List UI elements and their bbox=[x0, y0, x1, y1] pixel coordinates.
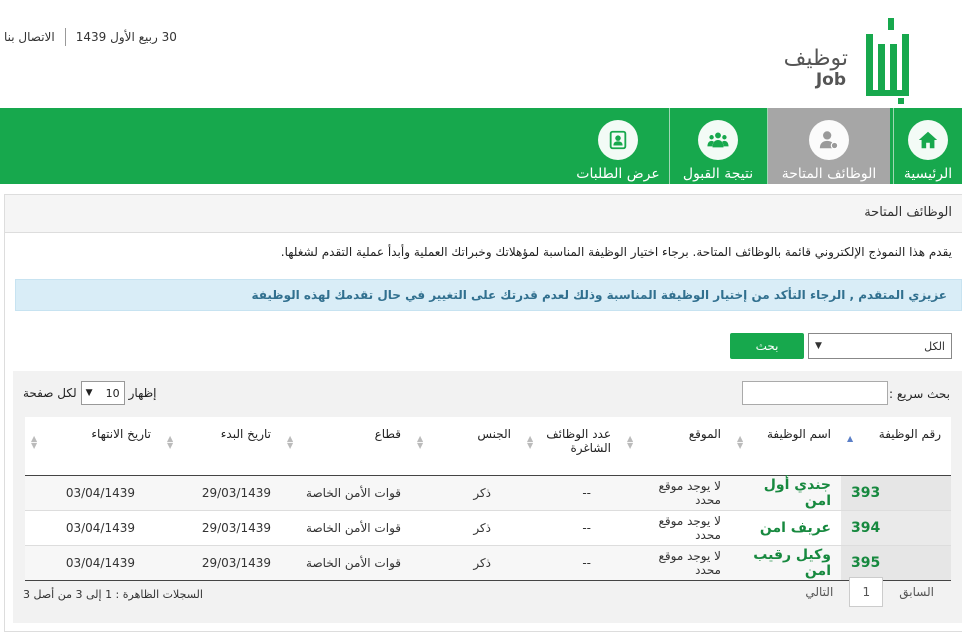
top-links-divider bbox=[65, 28, 66, 46]
quick-search-label: بحث سريع : bbox=[889, 387, 950, 401]
job-number-link[interactable]: 394 bbox=[841, 510, 951, 545]
warning-alert: عزيزي المتقدم , الرجاء التأكد من إختيار الوظيفة المناسبة وذلك لعدم قدرتك على التغيير في حال تقدمك لهذه الوظيفة bbox=[15, 279, 962, 311]
job-location: لا يوجد موقع محدد bbox=[621, 475, 731, 510]
job-name-link[interactable]: جندي أول امن bbox=[731, 475, 841, 510]
page-length-control bbox=[23, 381, 157, 405]
site-header bbox=[0, 0, 962, 108]
job-gender: ذكر bbox=[411, 510, 521, 545]
nav-item-label: الرئيسية bbox=[903, 166, 953, 182]
job-end-date: 03/04/1439 bbox=[25, 475, 161, 510]
panel-title: الوظائف المتاحة bbox=[5, 195, 962, 233]
job-vacancies: -- bbox=[521, 510, 621, 545]
sort-icon: ▲ ▼ bbox=[287, 434, 294, 450]
job-sector: قوات الأمن الخاصة bbox=[281, 475, 411, 510]
col-label: تاريخ الانتهاء bbox=[91, 427, 151, 441]
col-label: اسم الوظيفة bbox=[766, 427, 831, 441]
nav-item-label: نتيجة القبول bbox=[682, 166, 754, 182]
nav-item-home[interactable] bbox=[894, 108, 962, 184]
col-label: تاريخ البدء bbox=[220, 427, 271, 441]
sort-icon: ▲ ▼ bbox=[417, 434, 424, 450]
jobs-table bbox=[25, 417, 951, 581]
logo-text-arabic: توظيف bbox=[783, 46, 848, 71]
job-number-link[interactable]: 395 bbox=[841, 545, 951, 580]
contact-us-link[interactable]: الاتصال بنا bbox=[4, 30, 55, 44]
group-icon bbox=[698, 120, 738, 160]
job-start-date: 29/03/1439 bbox=[161, 510, 281, 545]
pager-prev-button[interactable]: السابق bbox=[899, 585, 934, 599]
user-settings-icon bbox=[809, 120, 849, 160]
sector-filter-select[interactable] bbox=[808, 333, 952, 359]
col-header-vacancies[interactable] bbox=[521, 417, 621, 475]
col-header-end-date[interactable] bbox=[25, 417, 161, 475]
job-gender: ذكر bbox=[411, 545, 521, 580]
col-header-job-name[interactable] bbox=[731, 417, 841, 475]
page-length-select[interactable] bbox=[81, 381, 125, 405]
job-location: لا يوجد موقع محدد bbox=[621, 545, 731, 580]
col-label: رقم الوظيفة bbox=[878, 427, 941, 441]
job-start-date: 29/03/1439 bbox=[161, 475, 281, 510]
col-label: عدد الوظائف الشاغرة bbox=[546, 427, 611, 455]
job-vacancies: -- bbox=[521, 545, 621, 580]
nav-item-acceptance-result[interactable] bbox=[670, 108, 766, 184]
dropdown-arrow-icon: ▼ bbox=[85, 388, 93, 398]
records-info: السجلات الظاهرة : 1 إلى 3 من أصل 3 bbox=[23, 588, 203, 601]
search-button[interactable]: بحث bbox=[730, 333, 804, 359]
nav-divider bbox=[893, 108, 894, 184]
job-name-link[interactable]: عريف امن bbox=[731, 510, 841, 545]
length-show-label: إظهار bbox=[128, 386, 157, 400]
sort-icon: ▲ ▼ bbox=[737, 434, 744, 450]
nav-item-available-jobs[interactable] bbox=[768, 108, 890, 184]
job-name-link[interactable]: وكيل رقيب امن bbox=[731, 545, 841, 580]
col-label: الجنس bbox=[477, 427, 511, 441]
sort-icon: ▲ ▼ bbox=[527, 434, 534, 450]
table-row bbox=[25, 510, 951, 545]
nav-item-label: الوظائف المتاحة bbox=[781, 166, 877, 182]
home-icon bbox=[908, 120, 948, 160]
logo-text-english: Job bbox=[815, 70, 846, 90]
job-location: لا يوجد موقع محدد bbox=[621, 510, 731, 545]
nav-item-label: عرض الطلبات bbox=[576, 166, 660, 182]
available-jobs-panel bbox=[4, 194, 962, 632]
top-links bbox=[4, 28, 177, 46]
intro-text: يقدم هذا النموذج الإلكتروني قائمة بالوظائف المتاحة. برجاء اختيار الوظيفة المناسبة لمؤهلاتك وخبراتك العملية وأبدأ عملية التقدم لشغلها. bbox=[280, 245, 952, 259]
col-header-job-number[interactable] bbox=[841, 417, 951, 475]
pager-next-button[interactable]: التالي bbox=[805, 585, 834, 599]
nav-divider bbox=[669, 108, 670, 184]
dropdown-arrow-icon: ▼ bbox=[815, 341, 822, 351]
table-row bbox=[25, 545, 951, 580]
profile-card-icon bbox=[598, 120, 638, 160]
job-sector: قوات الأمن الخاصة bbox=[281, 510, 411, 545]
pager-current-page[interactable]: 1 bbox=[849, 577, 883, 607]
job-vacancies: -- bbox=[521, 475, 621, 510]
col-header-gender[interactable] bbox=[411, 417, 521, 475]
nav-divider bbox=[767, 108, 768, 184]
col-label: الموقع bbox=[688, 427, 721, 441]
job-gender: ذكر bbox=[411, 475, 521, 510]
sort-icon: ▲ ▼ bbox=[167, 434, 174, 450]
table-row bbox=[25, 475, 951, 510]
jobs-table-wrapper bbox=[13, 371, 962, 623]
sort-icon: ▲ ▼ bbox=[627, 434, 634, 450]
pagination bbox=[797, 577, 942, 607]
sort-icon: ▲ ▼ bbox=[31, 434, 38, 450]
main-nav bbox=[0, 108, 962, 184]
sort-asc-icon: ▲ bbox=[847, 434, 854, 443]
job-number-link[interactable]: 393 bbox=[841, 475, 951, 510]
col-header-start-date[interactable] bbox=[161, 417, 281, 475]
job-end-date: 03/04/1439 bbox=[25, 545, 161, 580]
select-value: الكل bbox=[924, 339, 945, 353]
table-header-row bbox=[25, 417, 951, 475]
page-length-value: 10 bbox=[105, 386, 120, 400]
nav-item-view-applications[interactable] bbox=[568, 108, 668, 184]
quick-search-input[interactable] bbox=[742, 381, 888, 405]
col-header-location[interactable] bbox=[621, 417, 731, 475]
logo-mark-icon bbox=[862, 14, 918, 104]
col-header-sector[interactable] bbox=[281, 417, 411, 475]
job-end-date: 03/04/1439 bbox=[25, 510, 161, 545]
col-label: قطاع bbox=[374, 427, 401, 441]
site-logo[interactable] bbox=[783, 8, 940, 100]
current-date: 30 ربيع الأول 1439 bbox=[75, 30, 177, 44]
job-start-date: 29/03/1439 bbox=[161, 545, 281, 580]
job-sector: قوات الأمن الخاصة bbox=[281, 545, 411, 580]
length-per-page-label: لكل صفحة bbox=[23, 386, 77, 400]
